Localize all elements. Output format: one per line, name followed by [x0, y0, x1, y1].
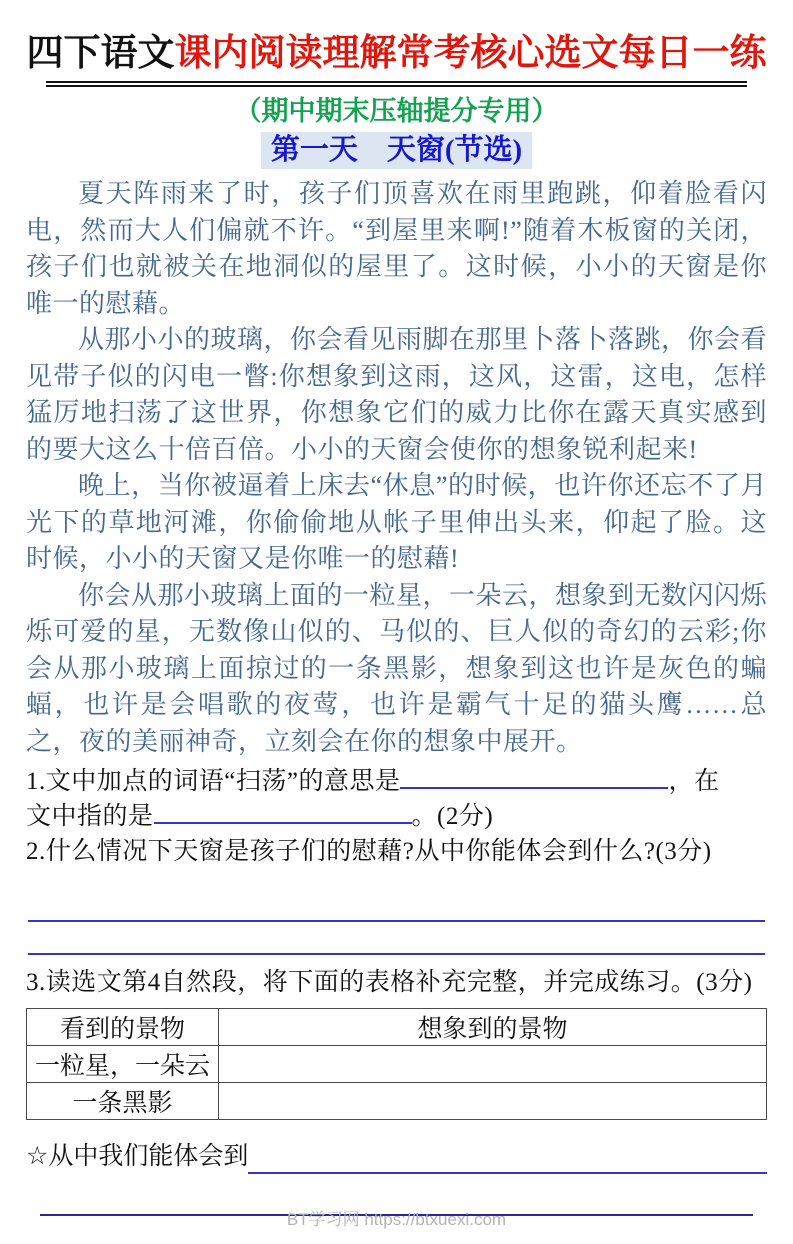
section-heading-row — [26, 132, 767, 169]
reading-passage — [26, 176, 767, 760]
table-cell-seen-2: 一条黑影 — [27, 1083, 219, 1120]
table-header-imagined: 想象到的景物 — [219, 1009, 767, 1046]
page-title — [26, 30, 767, 78]
title-double-rule — [46, 81, 747, 87]
answer-blank-2[interactable] — [154, 800, 412, 824]
table-cell-imagined-1[interactable] — [219, 1046, 767, 1083]
paragraph-2-text: 了这世界，你想象它们的威力比你在露天真实感到的要大这么十倍百倍。小小的天窗会使你的想象锐利起来! — [26, 398, 767, 464]
table-row — [27, 1046, 767, 1083]
answer-blank-1[interactable] — [400, 765, 668, 789]
page-footer — [26, 1198, 767, 1244]
passage-paragraph-3: 晚上，当你被逼着上床去“休息”的时候，也许你还忘不了月光下的草地河滩，你偷偷地从帐子里伸出头来，仰起了脸。这时候，小小的天窗又是你唯一的慰藉! — [26, 471, 767, 573]
watermark: BT学习网 https://btxuexi.com — [286, 1210, 507, 1229]
table-cell-imagined-2[interactable] — [219, 1083, 767, 1120]
question-1-text: 。(2分) — [411, 803, 494, 830]
question-1-text: 文中指的是 — [26, 803, 154, 830]
section-heading: 第一天 天窗(节选) — [261, 132, 532, 169]
question-1-line-2 — [26, 799, 767, 834]
question-2-answer-line-2[interactable] — [28, 922, 765, 955]
star-question-row — [26, 1140, 767, 1174]
question-1-text: 1.文中加点的词语“扫荡”的意思是 — [26, 768, 401, 795]
paragraph-2-text: 从那小小的玻璃，你会看见雨脚在那里卜落卜落跳，你会看见带子似的闪电一瞥:你想象到这雨，这风，这雷，这电，怎样猛厉地 — [26, 325, 768, 427]
question-3: 3.读选文第4自然段，将下面的表格补充完整，并完成练习。(3分) — [26, 969, 753, 996]
star-answer-blank[interactable] — [248, 1144, 767, 1174]
question-3-table — [26, 1008, 767, 1120]
emphasized-word: 扫荡 • — [108, 398, 163, 427]
table-header-seen: 看到的景物 — [27, 1009, 219, 1046]
star-question-text: 从中我们能体会到 — [48, 1143, 249, 1170]
passage-paragraph-4: 你会从那小玻璃上面的一粒星，一朵云，想象到无数闪闪烁烁可爱的星，无数像山似的、马似的、巨人似的奇幻的云彩;你会从那小玻璃上面掠过的一条黑影，想象到这也许是灰色的蝙蝠，也许是会唱歌的夜莺，也许是霸气十足的猫头鹰……总之，夜的美丽神奇，立刻会在你的想象中展开。 — [26, 580, 768, 756]
question-2-answer-line-1[interactable] — [28, 889, 765, 922]
question-2: 2.什么情况下天窗是孩子们的慰藉?从中你能体会到什么?(3分) — [26, 838, 712, 865]
question-1-line-1 — [26, 764, 767, 799]
subtitle: （期中期末压轴提分专用） — [234, 96, 559, 126]
table-cell-seen-1: 一粒星，一朵云 — [27, 1046, 219, 1083]
question-1-text: ，在 — [668, 768, 720, 795]
table-row — [27, 1083, 767, 1120]
table-header-row — [27, 1009, 767, 1046]
title-main-segment: 课内阅读理解常考核心选文每日一练 — [174, 33, 767, 74]
title-grade-segment: 四下语文 — [26, 33, 175, 74]
passage-paragraph-1: 夏天阵雨来了时，孩子们顶喜欢在雨里跑跳，仰着脸看闪电，然而大人们偏就不许。“到屋里来啊!”随着木板窗的关闭，孩子们也就被关在地洞似的屋里了。这时候，小小的天窗是你唯一的慰藉。 — [26, 179, 767, 318]
questions-section — [26, 764, 767, 1174]
passage-paragraph-2 — [26, 322, 767, 468]
answer-gap — [26, 869, 767, 889]
star-icon: ☆ — [26, 1143, 49, 1170]
